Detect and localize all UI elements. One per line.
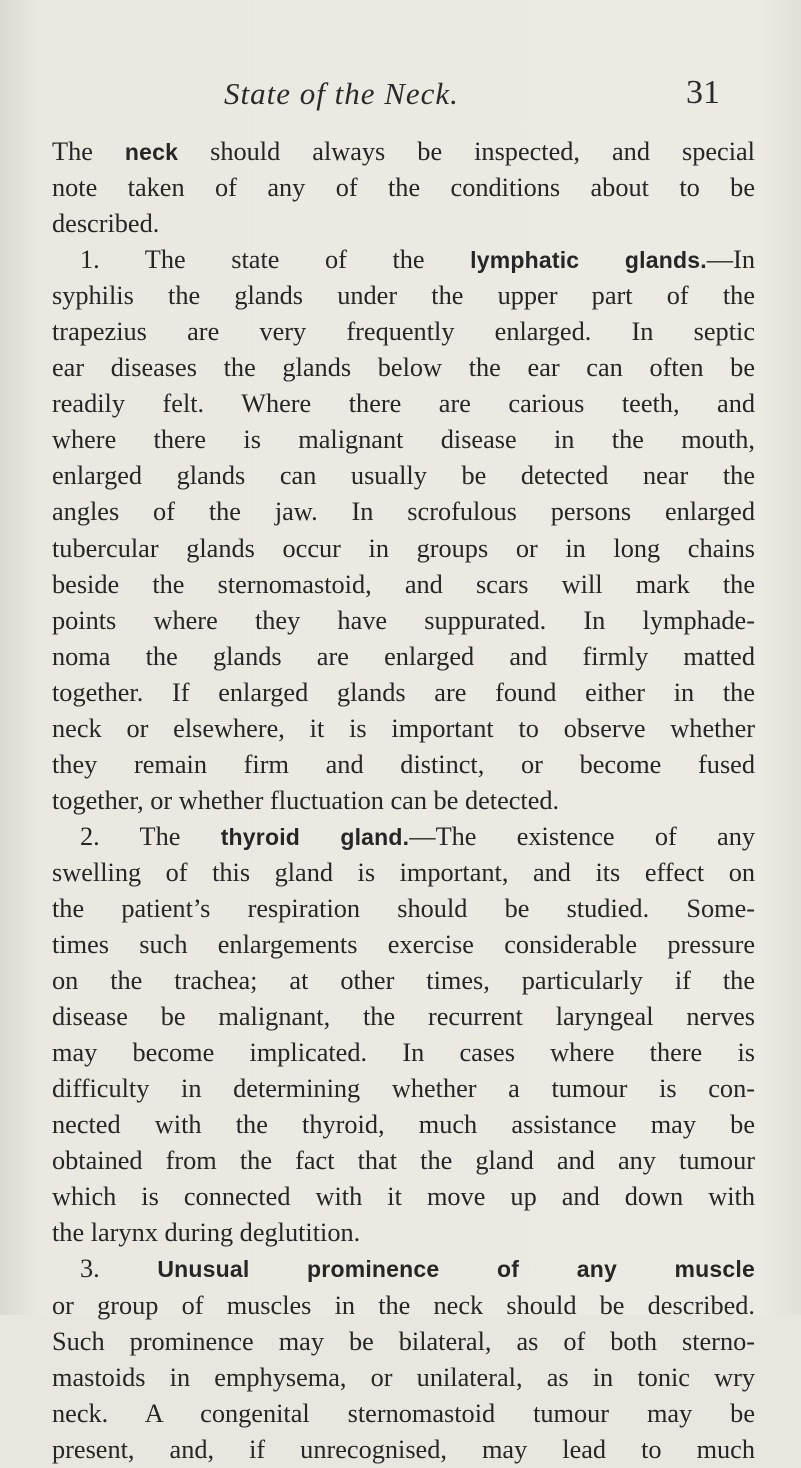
text-run: where there is malignant disease in the mouth,: [52, 425, 755, 455]
text-run: disease be malignant, the recurrent laryngeal nerves: [52, 1002, 755, 1032]
text-line: [52, 206, 755, 242]
bold-term: thyroid gland.: [220, 823, 410, 850]
text-line: [52, 675, 755, 711]
text-run: obtained from the fact that the gland and any tumour: [52, 1146, 755, 1176]
text-run: 2. The: [80, 821, 221, 851]
text-run: may become implicated. In cases where there is: [52, 1038, 755, 1068]
text-run: together, or whether fluctuation can be detected.: [52, 785, 560, 815]
running-title: State of the Neck.: [224, 76, 459, 111]
text-run: 3.: [80, 1254, 158, 1284]
text-run: present, and, if unrecognised, may lead to much: [52, 1434, 755, 1464]
text-run: note taken of any of the conditions about to be: [52, 173, 755, 203]
text-line: [52, 1396, 755, 1432]
text-line: [52, 386, 755, 422]
text-line: [52, 1432, 755, 1468]
text-run: neck. A congenital sternomastoid tumour may be: [52, 1398, 755, 1428]
text-line: [52, 531, 755, 567]
text-run: neck or elsewhere, it is important to observe whether: [52, 713, 755, 743]
text-run: nected with the thyroid, much assistance may be: [52, 1110, 755, 1140]
text-run: they remain firm and distinct, or become fused: [52, 749, 755, 779]
text-line: [52, 1360, 755, 1396]
text-line: [52, 783, 755, 819]
page-header: [0, 72, 801, 116]
text-run: —In: [706, 245, 755, 275]
text-line: [52, 1035, 755, 1071]
body-text: [52, 134, 755, 1468]
text-run: mastoids in emphysema, or unilateral, as in tonic wry: [52, 1362, 755, 1392]
text-line: [52, 314, 755, 350]
text-run: The: [52, 137, 125, 166]
text-run: angles of the jaw. In scrofulous persons enlarged: [52, 497, 755, 527]
text-line: [52, 1179, 755, 1215]
text-line: [52, 1251, 755, 1287]
text-line: [52, 891, 755, 927]
text-run: described.: [52, 209, 160, 239]
text-line: [52, 603, 755, 639]
bold-term: lymphatic glands.: [470, 247, 707, 274]
text-line: [52, 242, 755, 278]
text-run: —The existence of any: [409, 821, 755, 851]
text-run: which is connected with it move up and down with: [52, 1182, 755, 1212]
text-run: trapezius are very frequently enlarged. In septic: [52, 317, 755, 347]
text-run: the patient’s respiration should be studied. Some-: [52, 893, 755, 923]
text-line: [52, 1288, 755, 1324]
text-line: [52, 1215, 755, 1251]
text-run: ear diseases the glands below the ear can often be: [52, 353, 755, 383]
bold-term: Unusual prominence of any muscle: [157, 1256, 755, 1283]
text-line: [52, 927, 755, 963]
text-line: [52, 350, 755, 386]
text-run: tubercular glands occur in groups or in long chains: [52, 533, 755, 563]
text-run: syphilis the glands under the upper part of the: [52, 281, 755, 311]
text-line: [52, 855, 755, 891]
text-line: [52, 1071, 755, 1107]
text-run: points where they have suppurated. In lymphade-: [52, 605, 755, 635]
text-run: beside the sternomastoid, and scars will mark the: [52, 569, 755, 599]
text-line: [52, 1143, 755, 1179]
text-line: [52, 494, 755, 530]
text-run: 1. The state of the: [80, 245, 471, 275]
text-line: [52, 458, 755, 494]
text-line: [52, 134, 755, 170]
text-run: on the trachea; at other times, particularly if the: [52, 966, 755, 996]
text-line: [52, 819, 755, 855]
text-line: [52, 711, 755, 747]
text-line: [52, 170, 755, 206]
text-run: swelling of this gland is important, and its effect on: [52, 857, 755, 887]
text-line: [52, 1107, 755, 1143]
text-line: [52, 999, 755, 1035]
text-run: the larynx during deglutition.: [52, 1218, 361, 1248]
text-run: Such prominence may be bilateral, as of both sterno-: [52, 1326, 755, 1356]
text-line: [52, 278, 755, 314]
text-run: enlarged glands can usually be detected near the: [52, 461, 755, 491]
page-number: 31: [686, 74, 720, 111]
text-line: [52, 422, 755, 458]
text-run: together. If enlarged glands are found either in the: [52, 677, 755, 707]
bold-term: neck: [124, 139, 179, 165]
text-line: [52, 567, 755, 603]
text-line: [52, 1324, 755, 1360]
text-run: readily felt. Where there are carious teeth, and: [52, 389, 755, 419]
text-run: should always be inspected, and special: [178, 137, 755, 166]
text-run: or group of muscles in the neck should be described.: [52, 1290, 755, 1320]
text-line: [52, 963, 755, 999]
text-run: times such enlargements exercise considerable pressure: [52, 930, 755, 960]
text-line: [52, 747, 755, 783]
text-run: difficulty in determining whether a tumour is con-: [52, 1074, 755, 1104]
text-run: noma the glands are enlarged and firmly matted: [52, 641, 755, 671]
text-line: [52, 639, 755, 675]
